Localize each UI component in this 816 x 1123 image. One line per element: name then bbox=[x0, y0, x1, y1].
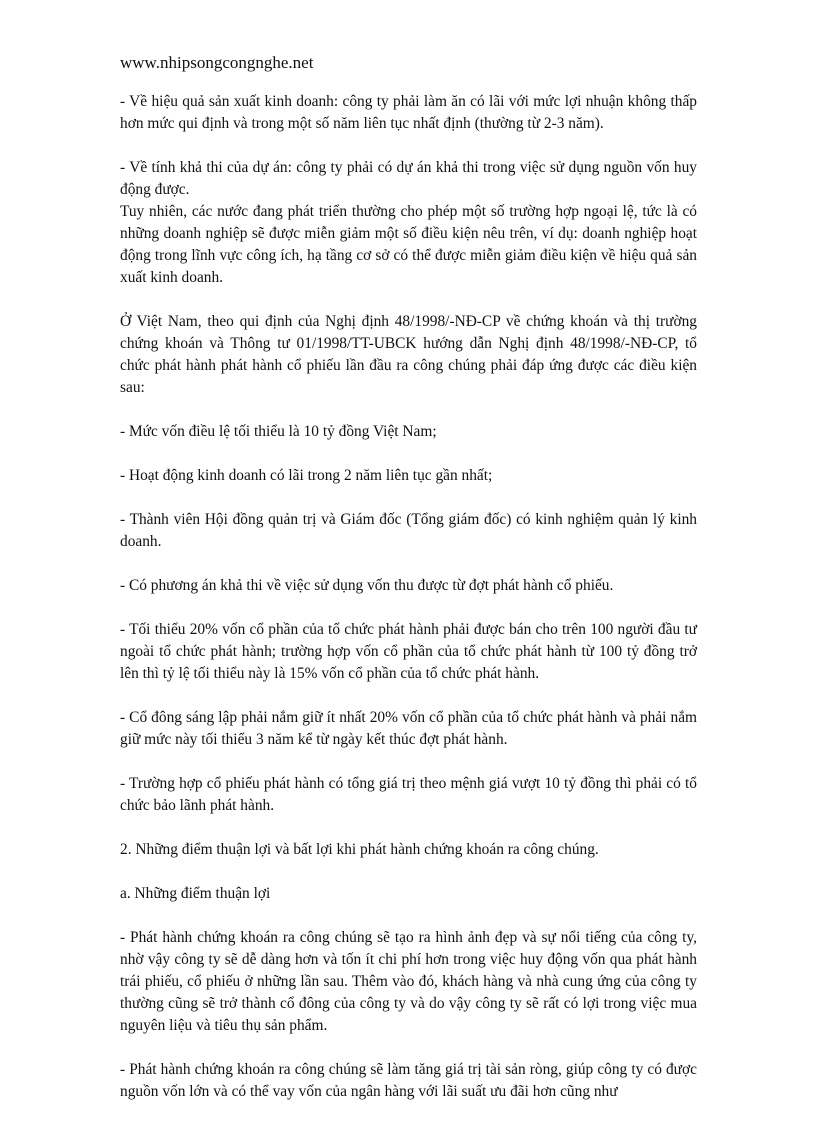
paragraph-founder-holding: - Cổ đông sáng lập phải nắm giữ ít nhất 20% vốn cổ phần của tổ chức phát hành và phải nắm giữ mức này tối thiểu 3 năm kể từ ngày kết thúc đợt phát hành. bbox=[120, 709, 697, 748]
paragraph-exceptions: Tuy nhiên, các nước đang phát triển thường cho phép một số trường hợp ngoại lệ, tức là có những doanh nghiệp sẽ được miễn giảm một số điều kiện nêu trên, ví dụ: doanh nghiệp hoạt động trong lĩnh vực công ích, hạ tầng cơ sở có thể được miễn giảm điều kiện về hiệu quả sản xuất kinh doanh. bbox=[120, 203, 697, 286]
subsection-heading-advantages: a. Những điểm thuận lợi bbox=[120, 885, 271, 902]
paragraph-underwriting: - Trường hợp cổ phiếu phát hành có tổng giá trị theo mệnh giá vượt 10 tỷ đồng thì phải có tổ chức bảo lãnh phát hành. bbox=[120, 775, 697, 814]
paragraph-advantage-net-assets: - Phát hành chứng khoán ra công chúng sẽ làm tăng giá trị tài sản ròng, giúp công ty có được nguồn vốn lớn và có thể vay vốn của ngân hàng với lãi suất ưu đãi hơn cũng như bbox=[120, 1061, 697, 1100]
paragraph-min-public-share: - Tối thiểu 20% vốn cổ phần của tổ chức phát hành phải được bán cho trên 100 người đầu tư ngoài tổ chức phát hành; trường hợp vốn cổ phần của tổ chức phát hành từ 100 tỷ đồng trở lên thì tỷ lệ tối thiểu này là 15% vốn cổ phần của tổ chức phát hành. bbox=[120, 621, 697, 682]
document-page bbox=[120, 52, 697, 1103]
section-heading-advantages-disadvantages: 2. Những điểm thuận lợi và bất lợi khi phát hành chứng khoán ra công chúng. bbox=[120, 841, 599, 858]
site-url-header: www.nhipsongcongnghe.net bbox=[120, 53, 314, 72]
paragraph-min-capital: - Mức vốn điều lệ tối thiểu là 10 tỷ đồng Việt Nam; bbox=[120, 423, 437, 440]
paragraph-project-feasibility: - Về tính khả thi của dự án: công ty phải có dự án khả thi trong việc sử dụng nguồn vốn huy động được. bbox=[120, 159, 697, 198]
paragraph-profitable-operations: - Hoạt động kinh doanh có lãi trong 2 năm liên tục gần nhất; bbox=[120, 467, 493, 484]
paragraph-advantage-reputation: - Phát hành chứng khoán ra công chúng sẽ tạo ra hình ảnh đẹp và sự nổi tiếng của công ty, nhờ vậy công ty sẽ dễ dàng hơn và tốn ít chi phí hơn trong việc huy động vốn qua phát hành trái phiếu, cổ phiếu ở những lần sau. Thêm vào đó, khách hàng và nhà cung ứng của công ty thường cũng sẽ trở thành cổ đông của công ty và do vậy công ty sẽ rất có lợi trong việc mua nguyên liệu và tiêu thụ sản phẩm. bbox=[120, 929, 697, 1034]
paragraph-management-experience: - Thành viên Hội đồng quản trị và Giám đốc (Tổng giám đốc) có kinh nghiệm quản lý kinh doanh. bbox=[120, 511, 697, 550]
paragraph-feasible-plan: - Có phương án khả thi về việc sử dụng vốn thu được từ đợt phát hành cổ phiếu. bbox=[120, 577, 614, 594]
paragraph-vietnam-regulation: Ở Việt Nam, theo qui định của Nghị định 48/1998/-NĐ-CP về chứng khoán và thị trường chứng khoán và Thông tư 01/1998/TT-UBCK hướng dẫn Nghị định 48/1998/-NĐ-CP, tổ chức phát hành phát hành cổ phiếu lần đầu ra công chúng phải đáp ứng được các điều kiện sau: bbox=[120, 313, 697, 396]
paragraph-business-efficiency: - Về hiệu quả sản xuất kinh doanh: công ty phải làm ăn có lãi với mức lợi nhuận không thấp hơn mức qui định và trong một số năm liên tục nhất định (thường từ 2-3 năm). bbox=[120, 93, 697, 132]
